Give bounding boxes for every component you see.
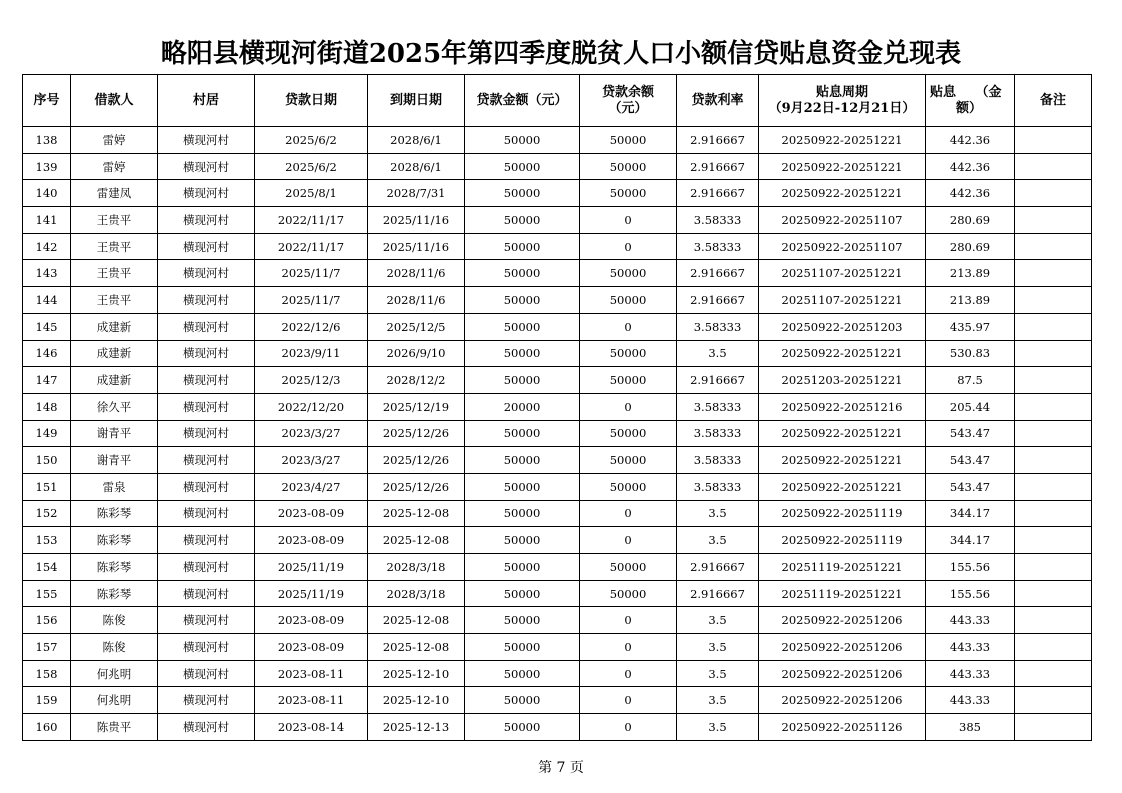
cell-loan-date: 2022/12/6 — [255, 313, 368, 340]
cell-remark — [1015, 180, 1092, 207]
header-loan-balance-line2: （元） — [608, 100, 648, 116]
cell-borrower: 陈彩琴 — [71, 554, 158, 581]
cell-loan-balance: 0 — [580, 714, 677, 741]
cell-loan-amount: 50000 — [465, 287, 580, 314]
cell-village: 横现河村 — [158, 527, 255, 554]
cell-remark — [1015, 260, 1092, 287]
cell-borrower: 王贵平 — [71, 207, 158, 234]
cell-interest-rate: 3.58333 — [677, 233, 759, 260]
cell-loan-balance: 50000 — [580, 554, 677, 581]
table-row — [23, 687, 1092, 714]
cell-loan-amount: 50000 — [465, 714, 580, 741]
cell-village: 横现河村 — [158, 580, 255, 607]
header-seq: 序号 — [23, 75, 71, 127]
cell-loan-date: 2023-08-09 — [255, 500, 368, 527]
header-interest-rate: 贷款利率 — [677, 75, 759, 127]
cell-loan-amount: 50000 — [465, 207, 580, 234]
cell-seq: 148 — [23, 393, 71, 420]
cell-loan-amount: 50000 — [465, 233, 580, 260]
cell-remark — [1015, 447, 1092, 474]
cell-remark — [1015, 207, 1092, 234]
cell-due-date: 2025-12-08 — [368, 634, 465, 661]
cell-village: 横现河村 — [158, 180, 255, 207]
cell-village: 横现河村 — [158, 500, 255, 527]
cell-loan-balance: 0 — [580, 313, 677, 340]
cell-subsidy-amount: 443.33 — [926, 607, 1015, 634]
cell-seq: 144 — [23, 287, 71, 314]
cell-loan-date: 2025/11/7 — [255, 287, 368, 314]
header-loan-date: 贷款日期 — [255, 75, 368, 127]
cell-loan-amount: 50000 — [465, 127, 580, 154]
cell-borrower: 陈贵平 — [71, 714, 158, 741]
cell-borrower: 陈俊 — [71, 634, 158, 661]
cell-loan-date: 2025/11/7 — [255, 260, 368, 287]
table-row — [23, 554, 1092, 581]
cell-remark — [1015, 687, 1092, 714]
cell-loan-date: 2025/6/2 — [255, 127, 368, 154]
table-row — [23, 207, 1092, 234]
cell-borrower: 雷婷 — [71, 127, 158, 154]
cell-seq: 157 — [23, 634, 71, 661]
cell-remark — [1015, 660, 1092, 687]
cell-loan-date: 2025/6/2 — [255, 153, 368, 180]
header-loan-amount: 贷款金额（元） — [465, 75, 580, 127]
cell-loan-amount: 50000 — [465, 180, 580, 207]
cell-loan-date: 2022/12/20 — [255, 393, 368, 420]
cell-loan-date: 2023-08-11 — [255, 687, 368, 714]
cell-village: 横现河村 — [158, 473, 255, 500]
header-subsidy-amount-line2: 额） — [956, 100, 983, 116]
cell-subsidy-period: 20251119-20251221 — [759, 580, 926, 607]
cell-subsidy-period: 20250922-20251221 — [759, 340, 926, 367]
cell-loan-date: 2025/8/1 — [255, 180, 368, 207]
cell-interest-rate: 3.58333 — [677, 447, 759, 474]
cell-subsidy-amount: 442.36 — [926, 153, 1015, 180]
cell-loan-balance: 50000 — [580, 473, 677, 500]
table-row — [23, 500, 1092, 527]
cell-interest-rate: 2.916667 — [677, 554, 759, 581]
cell-village: 横现河村 — [158, 287, 255, 314]
cell-village: 横现河村 — [158, 634, 255, 661]
cell-remark — [1015, 127, 1092, 154]
header-subsidy-period-line1: 贴息周期 — [815, 84, 868, 100]
cell-village: 横现河村 — [158, 393, 255, 420]
cell-due-date: 2025/12/26 — [368, 473, 465, 500]
cell-interest-rate: 3.5 — [677, 340, 759, 367]
cell-subsidy-period: 20251203-20251221 — [759, 367, 926, 394]
cell-village: 横现河村 — [158, 260, 255, 287]
cell-loan-date: 2023-08-14 — [255, 714, 368, 741]
cell-interest-rate: 2.916667 — [677, 287, 759, 314]
cell-remark — [1015, 340, 1092, 367]
cell-loan-balance: 0 — [580, 233, 677, 260]
cell-seq: 139 — [23, 153, 71, 180]
cell-seq: 149 — [23, 420, 71, 447]
cell-loan-balance: 50000 — [580, 367, 677, 394]
cell-subsidy-period: 20250922-20251221 — [759, 153, 926, 180]
table-row — [23, 447, 1092, 474]
cell-borrower: 成建新 — [71, 367, 158, 394]
cell-interest-rate: 3.5 — [677, 714, 759, 741]
cell-interest-rate: 3.5 — [677, 687, 759, 714]
cell-seq: 142 — [23, 233, 71, 260]
cell-borrower: 王贵平 — [71, 260, 158, 287]
cell-loan-amount: 50000 — [465, 500, 580, 527]
header-subsidy-period — [759, 75, 926, 127]
cell-subsidy-amount: 344.17 — [926, 500, 1015, 527]
cell-loan-date: 2025/11/19 — [255, 554, 368, 581]
cell-loan-balance: 0 — [580, 607, 677, 634]
cell-seq: 146 — [23, 340, 71, 367]
cell-borrower: 陈彩琴 — [71, 500, 158, 527]
cell-subsidy-period: 20250922-20251206 — [759, 660, 926, 687]
cell-loan-balance: 50000 — [580, 447, 677, 474]
cell-village: 横现河村 — [158, 687, 255, 714]
header-loan-balance — [580, 75, 677, 127]
cell-borrower: 陈彩琴 — [71, 580, 158, 607]
cell-loan-amount: 50000 — [465, 447, 580, 474]
cell-loan-balance: 0 — [580, 527, 677, 554]
cell-loan-amount: 50000 — [465, 260, 580, 287]
table-row — [23, 473, 1092, 500]
cell-interest-rate: 3.5 — [677, 634, 759, 661]
cell-loan-amount: 50000 — [465, 473, 580, 500]
cell-loan-amount: 50000 — [465, 420, 580, 447]
cell-loan-date: 2023/4/27 — [255, 473, 368, 500]
cell-village: 横现河村 — [158, 233, 255, 260]
cell-interest-rate: 3.5 — [677, 607, 759, 634]
cell-seq: 147 — [23, 367, 71, 394]
cell-village: 横现河村 — [158, 207, 255, 234]
cell-subsidy-period: 20250922-20251206 — [759, 607, 926, 634]
cell-borrower: 王贵平 — [71, 287, 158, 314]
cell-subsidy-amount: 442.36 — [926, 180, 1015, 207]
cell-due-date: 2028/6/1 — [368, 127, 465, 154]
cell-subsidy-period: 20250922-20251203 — [759, 313, 926, 340]
cell-village: 横现河村 — [158, 420, 255, 447]
cell-loan-date: 2022/11/17 — [255, 207, 368, 234]
header-village: 村居 — [158, 75, 255, 127]
cell-seq: 159 — [23, 687, 71, 714]
table-row — [23, 260, 1092, 287]
cell-subsidy-period: 20250922-20251107 — [759, 207, 926, 234]
cell-interest-rate: 3.58333 — [677, 207, 759, 234]
cell-interest-rate: 2.916667 — [677, 260, 759, 287]
cell-village: 横现河村 — [158, 313, 255, 340]
cell-due-date: 2025/11/16 — [368, 207, 465, 234]
cell-subsidy-amount: 87.5 — [926, 367, 1015, 394]
cell-interest-rate: 3.58333 — [677, 420, 759, 447]
cell-loan-date: 2023-08-11 — [255, 660, 368, 687]
cell-seq: 151 — [23, 473, 71, 500]
cell-remark — [1015, 634, 1092, 661]
cell-remark — [1015, 714, 1092, 741]
cell-loan-date: 2023/9/11 — [255, 340, 368, 367]
cell-loan-amount: 50000 — [465, 580, 580, 607]
cell-borrower: 谢青平 — [71, 447, 158, 474]
cell-borrower: 谢青平 — [71, 420, 158, 447]
cell-loan-balance: 0 — [580, 687, 677, 714]
cell-loan-balance: 0 — [580, 393, 677, 420]
cell-remark — [1015, 313, 1092, 340]
cell-loan-balance: 50000 — [580, 287, 677, 314]
cell-borrower: 雷泉 — [71, 473, 158, 500]
cell-loan-balance: 0 — [580, 634, 677, 661]
cell-remark — [1015, 393, 1092, 420]
table-row — [23, 714, 1092, 741]
cell-loan-date: 2023-08-09 — [255, 527, 368, 554]
cell-seq: 150 — [23, 447, 71, 474]
cell-subsidy-amount: 205.44 — [926, 393, 1015, 420]
cell-loan-amount: 50000 — [465, 660, 580, 687]
header-remark: 备注 — [1015, 75, 1092, 127]
cell-subsidy-amount: 155.56 — [926, 580, 1015, 607]
cell-remark — [1015, 554, 1092, 581]
cell-interest-rate: 2.916667 — [677, 580, 759, 607]
table-row — [23, 580, 1092, 607]
cell-loan-amount: 50000 — [465, 367, 580, 394]
cell-due-date: 2028/12/2 — [368, 367, 465, 394]
cell-village: 横现河村 — [158, 367, 255, 394]
cell-borrower: 雷婷 — [71, 153, 158, 180]
cell-loan-balance: 0 — [580, 500, 677, 527]
cell-subsidy-period: 20250922-20251221 — [759, 473, 926, 500]
cell-interest-rate: 3.58333 — [677, 473, 759, 500]
cell-seq: 152 — [23, 500, 71, 527]
cell-loan-date: 2023-08-09 — [255, 634, 368, 661]
cell-borrower: 成建新 — [71, 313, 158, 340]
cell-interest-rate: 3.58333 — [677, 393, 759, 420]
cell-subsidy-amount: 213.89 — [926, 287, 1015, 314]
cell-interest-rate: 3.58333 — [677, 313, 759, 340]
cell-due-date: 2028/3/18 — [368, 580, 465, 607]
cell-seq: 160 — [23, 714, 71, 741]
cell-loan-balance: 50000 — [580, 420, 677, 447]
cell-interest-rate: 3.5 — [677, 527, 759, 554]
cell-borrower: 王贵平 — [71, 233, 158, 260]
header-subsidy-period-line2: （9月22日-12月21日） — [768, 100, 916, 116]
table-header-row — [23, 75, 1092, 127]
cell-village: 横现河村 — [158, 153, 255, 180]
cell-remark — [1015, 473, 1092, 500]
cell-remark — [1015, 607, 1092, 634]
cell-subsidy-period: 20250922-20251107 — [759, 233, 926, 260]
cell-loan-amount: 50000 — [465, 313, 580, 340]
page-number: 第 7 页 — [538, 760, 584, 776]
cell-borrower: 何兆明 — [71, 687, 158, 714]
cell-loan-balance: 50000 — [580, 180, 677, 207]
table-row — [23, 393, 1092, 420]
table-row — [23, 287, 1092, 314]
table-row — [23, 313, 1092, 340]
cell-borrower: 成建新 — [71, 340, 158, 367]
table-row — [23, 153, 1092, 180]
cell-due-date: 2028/3/18 — [368, 554, 465, 581]
cell-due-date: 2026/9/10 — [368, 340, 465, 367]
cell-seq: 155 — [23, 580, 71, 607]
cell-due-date: 2028/11/6 — [368, 260, 465, 287]
table-row — [23, 180, 1092, 207]
table-row — [23, 527, 1092, 554]
cell-seq: 140 — [23, 180, 71, 207]
cell-due-date: 2025-12-10 — [368, 660, 465, 687]
cell-remark — [1015, 580, 1092, 607]
cell-due-date: 2025/12/5 — [368, 313, 465, 340]
cell-loan-amount: 50000 — [465, 687, 580, 714]
cell-interest-rate: 3.5 — [677, 500, 759, 527]
cell-interest-rate: 2.916667 — [677, 153, 759, 180]
header-borrower: 借款人 — [71, 75, 158, 127]
header-due-date: 到期日期 — [368, 75, 465, 127]
cell-loan-amount: 50000 — [465, 554, 580, 581]
cell-loan-amount: 20000 — [465, 393, 580, 420]
cell-due-date: 2028/6/1 — [368, 153, 465, 180]
cell-village: 横现河村 — [158, 660, 255, 687]
cell-village: 横现河村 — [158, 447, 255, 474]
cell-remark — [1015, 420, 1092, 447]
cell-borrower: 何兆明 — [71, 660, 158, 687]
cell-loan-balance: 50000 — [580, 340, 677, 367]
cell-seq: 145 — [23, 313, 71, 340]
table-row — [23, 367, 1092, 394]
cell-village: 横现河村 — [158, 554, 255, 581]
header-subsidy-amount-line1: 贴息 （金 — [930, 84, 1002, 100]
cell-loan-amount: 50000 — [465, 153, 580, 180]
subsidy-table — [22, 74, 1092, 741]
cell-remark — [1015, 233, 1092, 260]
table-row — [23, 233, 1092, 260]
cell-due-date: 2025/12/19 — [368, 393, 465, 420]
cell-loan-balance: 0 — [580, 207, 677, 234]
cell-subsidy-period: 20251119-20251221 — [759, 554, 926, 581]
cell-remark — [1015, 287, 1092, 314]
cell-seq: 153 — [23, 527, 71, 554]
cell-subsidy-amount: 543.47 — [926, 447, 1015, 474]
cell-due-date: 2028/7/31 — [368, 180, 465, 207]
cell-subsidy-period: 20250922-20251221 — [759, 447, 926, 474]
cell-loan-balance: 0 — [580, 660, 677, 687]
cell-seq: 158 — [23, 660, 71, 687]
cell-due-date: 2025-12-08 — [368, 500, 465, 527]
cell-seq: 141 — [23, 207, 71, 234]
cell-subsidy-amount: 280.69 — [926, 207, 1015, 234]
cell-interest-rate: 3.5 — [677, 660, 759, 687]
cell-loan-date: 2023/3/27 — [255, 420, 368, 447]
cell-subsidy-amount: 443.33 — [926, 660, 1015, 687]
cell-remark — [1015, 500, 1092, 527]
cell-remark — [1015, 367, 1092, 394]
cell-interest-rate: 2.916667 — [677, 180, 759, 207]
cell-subsidy-period: 20251107-20251221 — [759, 287, 926, 314]
cell-due-date: 2025/12/26 — [368, 447, 465, 474]
table-row — [23, 420, 1092, 447]
cell-loan-balance: 50000 — [580, 260, 677, 287]
cell-interest-rate: 2.916667 — [677, 127, 759, 154]
cell-subsidy-period: 20251107-20251221 — [759, 260, 926, 287]
cell-subsidy-amount: 213.89 — [926, 260, 1015, 287]
cell-village: 横现河村 — [158, 607, 255, 634]
cell-loan-balance: 50000 — [580, 153, 677, 180]
cell-due-date: 2025-12-08 — [368, 527, 465, 554]
table-row — [23, 660, 1092, 687]
cell-remark — [1015, 527, 1092, 554]
cell-interest-rate: 2.916667 — [677, 367, 759, 394]
cell-borrower: 雷建凤 — [71, 180, 158, 207]
cell-due-date: 2025/11/16 — [368, 233, 465, 260]
cell-loan-balance: 50000 — [580, 127, 677, 154]
cell-subsidy-amount: 442.36 — [926, 127, 1015, 154]
cell-subsidy-period: 20250922-20251221 — [759, 127, 926, 154]
cell-loan-amount: 50000 — [465, 634, 580, 661]
cell-loan-date: 2023-08-09 — [255, 607, 368, 634]
cell-subsidy-amount: 385 — [926, 714, 1015, 741]
cell-subsidy-period: 20250922-20251221 — [759, 180, 926, 207]
cell-subsidy-amount: 443.33 — [926, 634, 1015, 661]
cell-subsidy-period: 20250922-20251126 — [759, 714, 926, 741]
cell-loan-amount: 50000 — [465, 527, 580, 554]
cell-subsidy-amount: 543.47 — [926, 473, 1015, 500]
cell-loan-date: 2025/12/3 — [255, 367, 368, 394]
cell-subsidy-amount: 344.17 — [926, 527, 1015, 554]
cell-seq: 154 — [23, 554, 71, 581]
cell-loan-amount: 50000 — [465, 607, 580, 634]
cell-subsidy-amount: 543.47 — [926, 420, 1015, 447]
cell-loan-amount: 50000 — [465, 340, 580, 367]
cell-subsidy-period: 20250922-20251119 — [759, 527, 926, 554]
cell-borrower: 徐久平 — [71, 393, 158, 420]
cell-seq: 156 — [23, 607, 71, 634]
table-body — [23, 127, 1092, 741]
cell-loan-date: 2025/11/19 — [255, 580, 368, 607]
cell-due-date: 2028/11/6 — [368, 287, 465, 314]
cell-seq: 143 — [23, 260, 71, 287]
cell-village: 横现河村 — [158, 714, 255, 741]
header-loan-balance-line1: 贷款余额 — [601, 84, 654, 100]
cell-subsidy-period: 20250922-20251206 — [759, 634, 926, 661]
cell-subsidy-period: 20250922-20251221 — [759, 420, 926, 447]
cell-subsidy-amount: 280.69 — [926, 233, 1015, 260]
cell-due-date: 2025-12-10 — [368, 687, 465, 714]
cell-due-date: 2025-12-13 — [368, 714, 465, 741]
cell-village: 横现河村 — [158, 340, 255, 367]
cell-subsidy-period: 20250922-20251206 — [759, 687, 926, 714]
header-subsidy-amount — [926, 75, 1015, 127]
table-row — [23, 127, 1092, 154]
table-row — [23, 340, 1092, 367]
cell-subsidy-amount: 443.33 — [926, 687, 1015, 714]
cell-loan-date: 2023/3/27 — [255, 447, 368, 474]
cell-subsidy-period: 20250922-20251216 — [759, 393, 926, 420]
cell-due-date: 2025/12/26 — [368, 420, 465, 447]
cell-borrower: 陈彩琴 — [71, 527, 158, 554]
cell-loan-balance: 50000 — [580, 580, 677, 607]
cell-village: 横现河村 — [158, 127, 255, 154]
cell-subsidy-amount: 435.97 — [926, 313, 1015, 340]
page-title: 略阳县横现河街道2025年第四季度脱贫人口小额信贷贴息资金兑现表 — [160, 39, 962, 69]
cell-seq: 138 — [23, 127, 71, 154]
cell-due-date: 2025-12-08 — [368, 607, 465, 634]
cell-subsidy-period: 20250922-20251119 — [759, 500, 926, 527]
cell-remark — [1015, 153, 1092, 180]
table-row — [23, 634, 1092, 661]
cell-subsidy-amount: 155.56 — [926, 554, 1015, 581]
cell-loan-date: 2022/11/17 — [255, 233, 368, 260]
cell-borrower: 陈俊 — [71, 607, 158, 634]
table-row — [23, 607, 1092, 634]
cell-subsidy-amount: 530.83 — [926, 340, 1015, 367]
